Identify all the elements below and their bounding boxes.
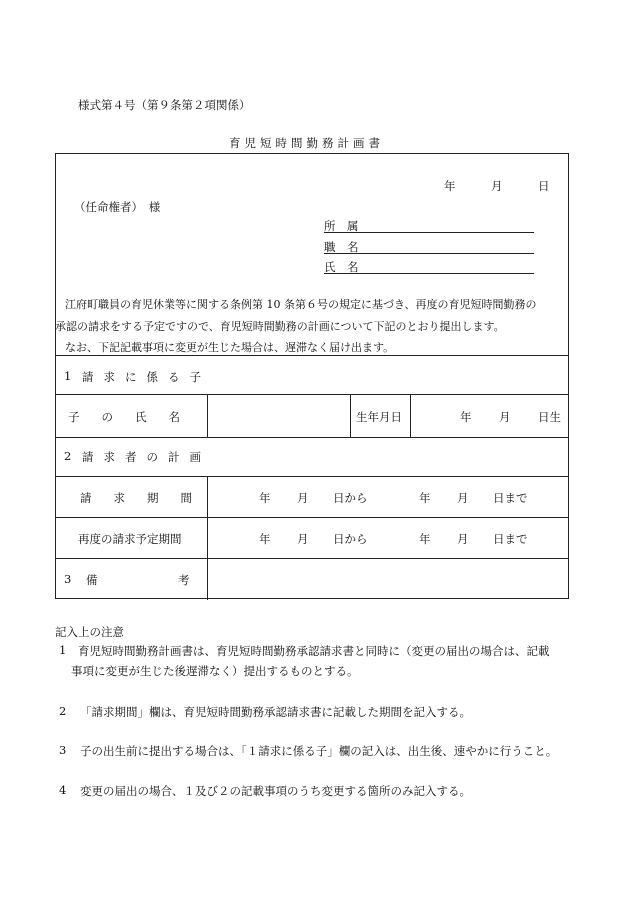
position-field[interactable] [324, 253, 534, 254]
section2-number: 2 [64, 449, 72, 463]
request-period-label: 請求期間 [80, 491, 214, 505]
section3-number: 3 [64, 572, 72, 586]
remarks-label-2: 考 [178, 573, 190, 587]
note-2-number: 2 [59, 704, 67, 718]
name-field[interactable] [324, 273, 534, 274]
birth-year[interactable]: 年 [460, 410, 472, 424]
intro-line-2: 承認の請求をする予定ですので、育児短時間勤務の計画について下記のとおり提出します。 [55, 320, 505, 333]
note-1-line-2: 事項に変更が生じた後遅滞なく）提出するものとする。 [71, 664, 359, 678]
name-label: 氏 名 [324, 260, 359, 274]
note-1-line-1: 育児短時間勤務計画書は、育児短時間勤務承認請求書と同時に（変更の届出の場合は、記載 [78, 644, 550, 658]
note-4: 変更の届出の場合、１及び２の記載事項のうち変更する箇所のみ記入する。 [80, 784, 471, 798]
note-4-number: 4 [59, 783, 67, 797]
remarks-field[interactable] [208, 559, 568, 599]
birth-month[interactable]: 月 [499, 410, 511, 424]
re-from-month[interactable]: 月 [297, 532, 309, 546]
row-divider [56, 437, 568, 438]
col-divider [410, 394, 411, 437]
remarks-label: 備 [86, 573, 98, 587]
row-divider [56, 355, 568, 356]
affiliation-field[interactable] [324, 232, 534, 233]
note-3: 子の出生前に提出する場合は、「１請求に係る子」欄の記入は、出生後、速やかに行うこと。 [80, 744, 558, 758]
note-3-number: 3 [59, 743, 67, 757]
period-to-day[interactable]: 日まで [493, 491, 528, 505]
period-from-month[interactable]: 月 [297, 491, 309, 505]
affiliation-label: 所 属 [324, 219, 359, 233]
period-to-month[interactable]: 月 [457, 491, 469, 505]
date-day: 日 [538, 179, 550, 193]
date-month: 月 [491, 179, 503, 193]
notes-heading: 記入上の注意 [55, 625, 124, 639]
section1-number: 1 [64, 369, 72, 383]
birth-date-label: 生年月日 [356, 410, 402, 424]
row-divider [56, 476, 568, 477]
col-divider [350, 394, 351, 437]
date-year: 年 [444, 179, 456, 193]
re-from-day[interactable]: 日から [333, 532, 368, 546]
appointer-label: （任命権者） 様 [74, 200, 161, 214]
section2-heading: 請求者の計画 [82, 450, 211, 464]
birth-day[interactable]: 日生 [538, 410, 561, 424]
row-divider [56, 517, 568, 518]
child-name-label: 子の氏名 [68, 410, 202, 424]
intro-line-1: 江府町職員の育児休業等に関する条例第 10 条第６号の規定に基づき、再度の育児短時間勤務の [65, 298, 537, 311]
period-to-year[interactable]: 年 [419, 491, 431, 505]
form-number: 様式第４号（第９条第２項関係） [78, 98, 251, 112]
section1-heading: 請求に係る子 [82, 370, 211, 384]
note-1-number: 1 [59, 643, 67, 657]
re-request-period-label: 再度の請求予定期間 [78, 532, 182, 546]
intro-line-3: なお、下記記載事項に変更が生じた場合は、遅滞なく届け出ます。 [65, 341, 395, 354]
form-table [55, 153, 569, 599]
child-name-field[interactable] [208, 395, 349, 436]
position-label: 職 名 [324, 240, 359, 254]
re-to-year[interactable]: 年 [419, 532, 431, 546]
re-to-month[interactable]: 月 [457, 532, 469, 546]
period-from-day[interactable]: 日から [333, 491, 368, 505]
re-to-day[interactable]: 日まで [493, 532, 528, 546]
re-from-year[interactable]: 年 [259, 532, 271, 546]
note-2: 「請求期間」欄は、育児短時間勤務承認請求書に記載した期間を記入する。 [80, 705, 471, 719]
period-from-year[interactable]: 年 [259, 491, 271, 505]
page-title: 育児短時間勤務計画書 [229, 136, 384, 150]
